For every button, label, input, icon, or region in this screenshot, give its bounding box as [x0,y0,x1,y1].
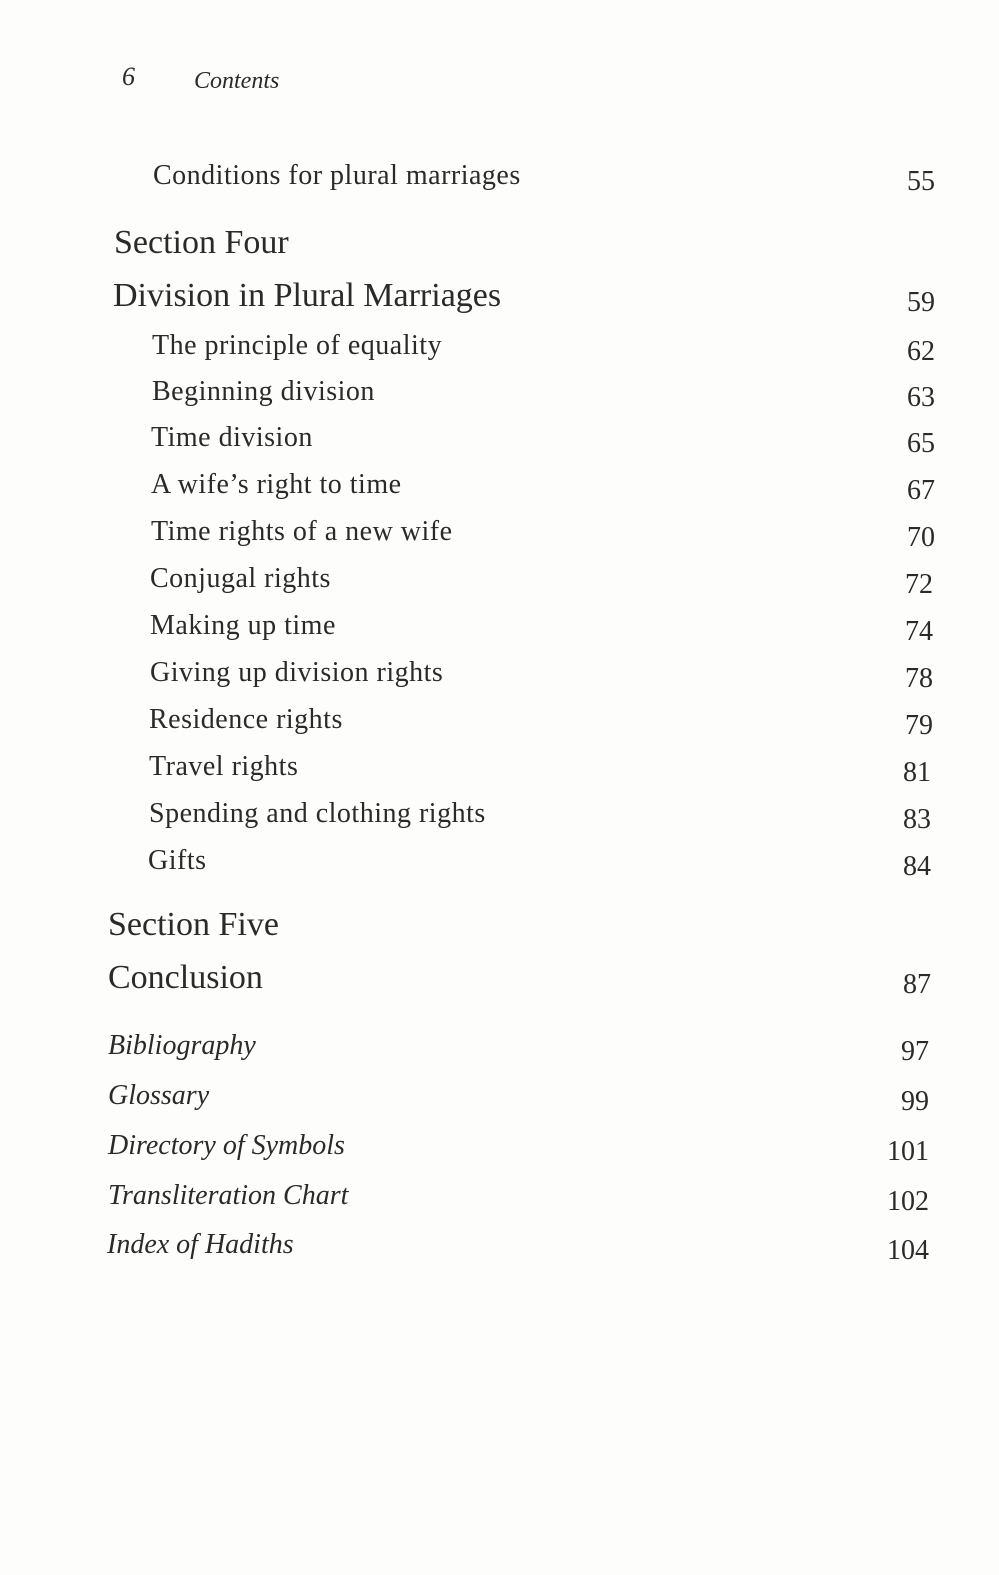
entry-title: Directory of Symbols [108,1130,345,1161]
entry-title: Division in Plural Marriages [113,277,502,314]
entry-title: Making up time [150,610,336,641]
entry-title: Bibliography [108,1030,256,1061]
entry-page-number: 104 [887,1235,929,1266]
entry-page-number: 78 [905,663,933,694]
entry-page-number: 81 [903,757,931,788]
entry-title: Beginning division [152,376,375,407]
page-number: 6 [122,62,135,91]
entry-title: Giving up division rights [150,657,444,688]
entry-page-number: 67 [907,475,935,506]
entry-title: Travel rights [149,751,299,782]
entry-page-number: 97 [901,1036,929,1067]
entry-page-number: 63 [907,382,935,413]
entry-page-number: 99 [901,1086,929,1117]
entry-title: Index of Hadiths [107,1229,294,1260]
running-header [122,62,280,94]
entry-title: Conditions for plural marriages [153,160,521,191]
entry-title: A wife’s right to time [151,469,402,500]
entry-page-number: 79 [905,710,933,741]
entry-title: Conclusion [108,959,263,996]
entry-title: Section Five [108,906,279,943]
entry-page-number: 83 [903,804,931,835]
entry-page-number: 70 [907,522,935,553]
entry-page-number: 59 [907,287,935,318]
entry-title: Section Four [114,224,289,261]
entry-title: The principle of equality [152,330,443,361]
entry-page-number: 84 [903,851,931,882]
entry-title: Gifts [148,845,207,876]
entry-page-number: 101 [887,1136,929,1167]
entry-title: Time division [151,422,313,453]
entry-page-number: 74 [905,616,933,647]
entry-title: Glossary [108,1080,210,1111]
entry-page-number: 87 [903,969,931,1000]
entry-title: Time rights of a new wife [151,516,453,547]
entry-title: Residence rights [149,704,343,735]
header-title: Contents [194,68,280,94]
entry-title: Conjugal rights [150,563,331,594]
entry-page-number: 62 [907,336,935,367]
entry-page-number: 102 [887,1186,929,1217]
entry-page-number: 72 [905,569,933,600]
entry-page-number: 65 [907,428,935,459]
entry-title: Transliteration Chart [108,1180,349,1211]
entry-page-number: 55 [907,166,935,197]
entry-title: Spending and clothing rights [149,798,486,829]
